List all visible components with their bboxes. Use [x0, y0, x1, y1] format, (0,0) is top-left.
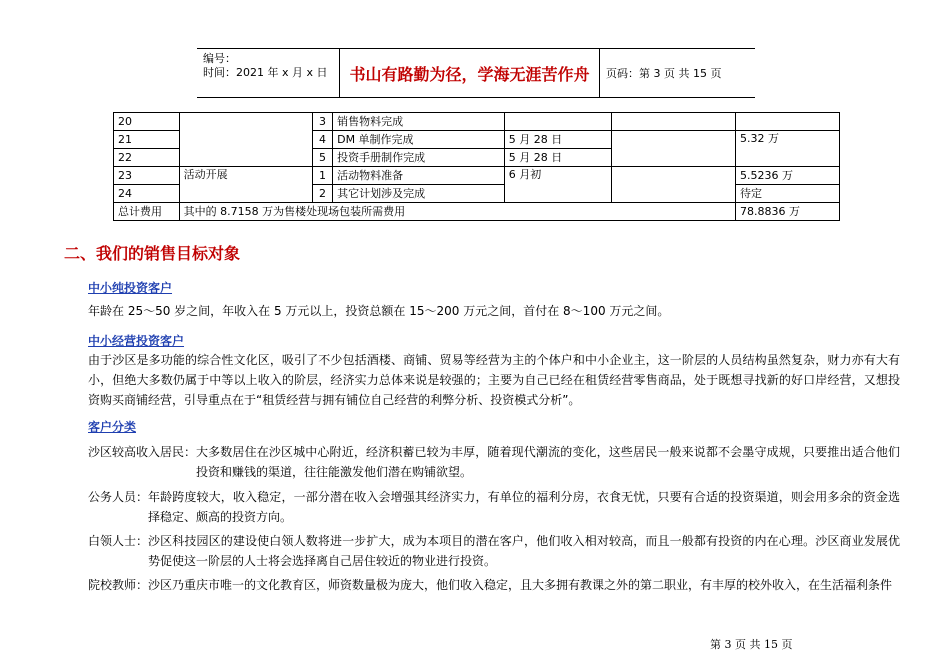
subheading-customer-types: 客户分类	[88, 420, 137, 434]
row-number: 22	[114, 149, 180, 167]
table-row	[114, 167, 840, 185]
header-meta	[197, 49, 340, 97]
header-motto: 书山有路勤为径，学海无涯苦作舟	[340, 49, 600, 97]
item-cost	[735, 113, 839, 131]
row-number: 24	[114, 185, 180, 203]
blank-cell	[611, 113, 735, 131]
item-name: 销售物料完成	[333, 113, 505, 131]
paragraph-business-investors: 由于沙区是多功能的综合性文化区，吸引了不少包括酒楼、商铺、贸易等经营为主的个体户和中小企业主，这一阶层的人员结构虽然复杂，财力亦有大有小，但绝大多数仍属于中等以上收入的阶层，经济实力总体来说是较强的；主要为自己已经在租赁经营零售商品，处于既想寻找新的好口岸经营，又想投资购买商铺经营，引导重点在于“租赁经营与拥有铺位自己经营的利弊分析、投资模式分析”。	[88, 353, 900, 407]
customer-type-item	[88, 531, 900, 571]
item-cost: 待定	[735, 185, 839, 203]
item-date	[504, 113, 611, 131]
page-header	[197, 48, 755, 98]
item-index: 1	[312, 167, 332, 185]
customer-type-text: 大多数居住在沙区城中心附近，经济积蓄已较为丰厚，随着现代潮流的变化，这些居民一般来说都不会墨守成规，只要推出适合他们投资和赚钱的渠道，往往能激发他们潜在购铺欲望。	[196, 445, 900, 479]
item-index: 4	[312, 131, 332, 149]
phase-cell	[179, 113, 312, 167]
customer-type-text: 沙区科技园区的建设使白领人数将进一步扩大，成为本项目的潜在客户，他们收入相对较高，而且一般都有投资的内在心理。沙区商业发展优势促使这一阶层的人士将会选择离自己居住较近的物业进行投资。	[148, 534, 900, 568]
subheading-pure-investors: 中小纯投资客户	[88, 281, 173, 295]
schedule-table	[113, 112, 840, 221]
total-cost: 78.8836 万	[735, 203, 839, 221]
customer-type-item	[88, 442, 900, 482]
item-name: DM 单制作完成	[333, 131, 505, 149]
subheading-business-investors: 中小经营投资客户	[88, 334, 185, 348]
item-date: 5 月 28 日	[504, 149, 611, 167]
customer-type-text: 年龄跨度较大，收入稳定，一部分潜在收入会增强其经济实力，有单位的福利分房，衣食无忧，只要有合适的投资渠道，则会用多余的资金选择稳定、颇高的投资方向。	[148, 490, 900, 524]
item-index: 3	[312, 113, 332, 131]
table-total-row	[114, 203, 840, 221]
table-row	[114, 113, 840, 131]
item-cost: 5.5236 万	[735, 167, 839, 185]
item-index: 5	[312, 149, 332, 167]
item-date: 6 月初	[504, 167, 611, 203]
item-name: 投资手册制作完成	[333, 149, 505, 167]
page-footer: 第 3 页 共 15 页	[710, 638, 793, 651]
blank-cell	[611, 131, 735, 167]
total-label: 总计费用	[114, 203, 180, 221]
customer-type-item	[88, 575, 900, 595]
customer-type-label: 沙区较高收入居民：	[88, 445, 197, 459]
total-note: 其中的 8.7158 万为售楼处现场包装所需费用	[179, 203, 735, 221]
header-page-label: 页码：第 3 页 共 15 页	[606, 67, 722, 80]
item-name: 其它计划涉及完成	[333, 185, 505, 203]
customer-type-label: 公务人员：	[88, 490, 149, 504]
row-number: 21	[114, 131, 180, 149]
item-date: 5 月 28 日	[504, 131, 611, 149]
customer-type-label: 白领人士：	[88, 534, 149, 548]
item-index: 2	[312, 185, 332, 203]
row-number: 23	[114, 167, 180, 185]
paragraph-pure-investors: 年龄在 25～50 岁之间，年收入在 5 万元以上，投资总额在 15～200 万元之间，首付在 8～100 万元之间。	[88, 304, 670, 318]
date-label: 时间：2021 年 x 月 x 日	[203, 66, 328, 79]
code-label: 编号：	[203, 52, 236, 65]
row-number: 20	[114, 113, 180, 131]
section-heading: 二、我们的销售目标对象	[64, 244, 241, 263]
item-name: 活动物料准备	[333, 167, 505, 185]
phase-cell: 活动开展	[179, 167, 312, 203]
blank-cell	[611, 167, 735, 203]
item-cost: 5.32 万	[735, 131, 839, 167]
customer-type-item	[88, 487, 900, 527]
customer-type-label: 院校教师：	[88, 578, 149, 592]
customer-type-text: 沙区乃重庆市唯一的文化教育区，师资数量极为庞大，他们收入稳定，且大多拥有教课之外的第二职业，有丰厚的校外收入，在生活福利条件	[148, 578, 893, 592]
